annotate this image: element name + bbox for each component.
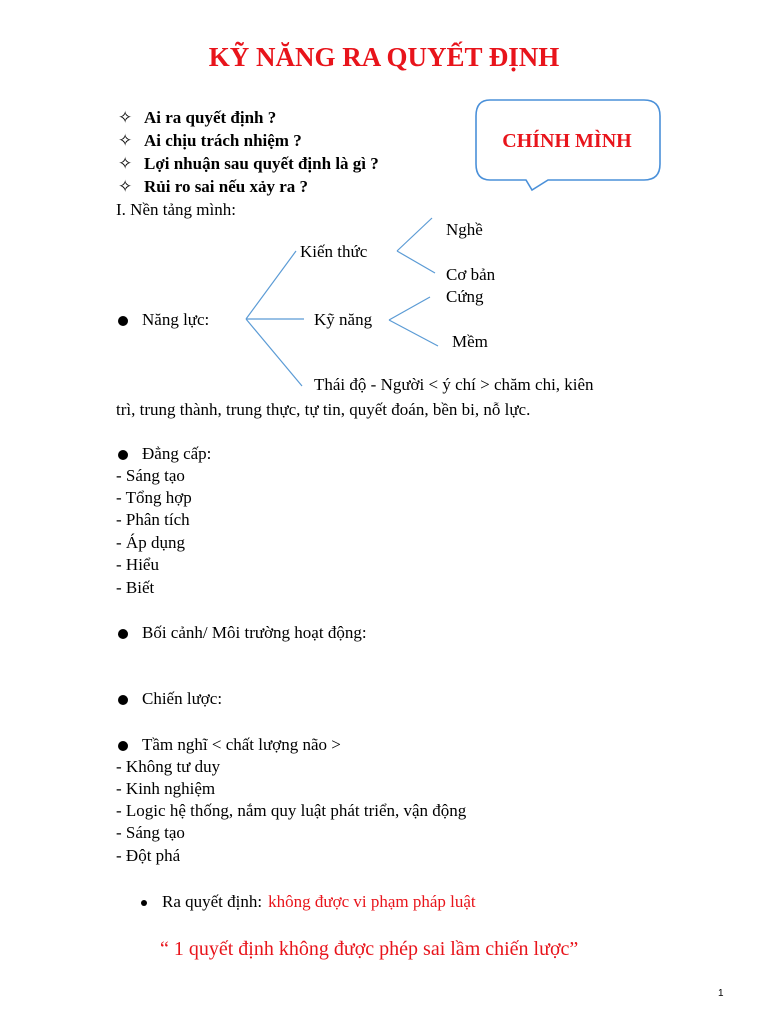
list-item: - Tổng hợp bbox=[116, 488, 192, 507]
knowledge-item: Nghề bbox=[446, 220, 483, 239]
context-heading bbox=[118, 623, 367, 643]
section-foundation: I. Nền tảng mình: bbox=[116, 200, 236, 219]
bullet-icon bbox=[118, 695, 128, 705]
attitude-line: trì, trung thành, trung thực, tự tin, quyết đoán, bền bi, nỗ lực. bbox=[116, 400, 531, 419]
decision-label: Ra quyết định: bbox=[162, 892, 263, 911]
list-item: - Đột phá bbox=[116, 846, 181, 865]
small-bullet-icon bbox=[141, 900, 147, 906]
page-title: KỸ NĂNG RA QUYẾT ĐỊNH bbox=[208, 42, 560, 72]
context-label: Bối cảnh/ Môi trường hoạt động: bbox=[142, 623, 367, 642]
callout-text: CHÍNH MÌNH bbox=[502, 130, 632, 152]
strategy-label: Chiến lược: bbox=[142, 689, 223, 708]
bullet-icon bbox=[118, 629, 128, 639]
list-item: - Áp dụng bbox=[116, 533, 185, 552]
list-item: - Sáng tạo bbox=[116, 466, 185, 485]
list-item: - Không tư duy bbox=[116, 757, 221, 776]
level-label: Đẳng cấp: bbox=[142, 444, 212, 463]
decision-value: không được vi phạm pháp luật bbox=[268, 892, 476, 911]
knowledge-label: Kiến thức bbox=[300, 242, 368, 261]
bullet-icon bbox=[118, 741, 128, 751]
list-item: - Phân tích bbox=[116, 510, 190, 529]
page-number: 1 bbox=[718, 988, 724, 999]
list-item: - Hiểu bbox=[116, 555, 159, 574]
skill-item: Mềm bbox=[452, 332, 488, 351]
bullet-icon bbox=[118, 450, 128, 460]
decision-row bbox=[141, 892, 476, 912]
bullet-icon bbox=[118, 316, 128, 326]
knowledge-item: Cơ bản bbox=[446, 265, 496, 284]
attitude-line: Thái độ - Người < ý chí > chăm chi, kiên bbox=[314, 375, 594, 394]
question-text: Ai ra quyết định ? bbox=[144, 108, 277, 127]
star-bullet-icon: ✧ bbox=[118, 154, 133, 173]
thinking-label: Tầm nghĩ < chất lượng não > bbox=[142, 735, 341, 754]
star-bullet-icon: ✧ bbox=[118, 131, 133, 150]
quote: “ 1 quyết định không được phép sai lầm chiến lược” bbox=[160, 938, 579, 960]
question-text: Rủi ro sai nếu xảy ra ? bbox=[144, 177, 309, 196]
star-bullet-icon: ✧ bbox=[118, 108, 133, 127]
strategy-heading bbox=[118, 689, 222, 709]
level-heading bbox=[118, 444, 211, 464]
question-text: Lợi nhuận sau quyết định là gì ? bbox=[144, 154, 379, 173]
capacity-label: Năng lực: bbox=[142, 310, 210, 329]
star-bullet-icon: ✧ bbox=[118, 177, 133, 196]
thinking-heading bbox=[118, 735, 341, 755]
skill-item: Cứng bbox=[446, 287, 484, 306]
skills-label: Kỹ năng bbox=[314, 310, 373, 329]
capacity-row bbox=[118, 310, 209, 330]
list-item: - Biết bbox=[116, 578, 155, 597]
list-item: - Logic hệ thống, nắm quy luật phát triển, vận động bbox=[116, 801, 467, 820]
question-text: Ai chịu trách nhiệm ? bbox=[144, 131, 302, 150]
list-item: - Kinh nghiệm bbox=[116, 779, 216, 798]
list-item: - Sáng tạo bbox=[116, 823, 185, 842]
